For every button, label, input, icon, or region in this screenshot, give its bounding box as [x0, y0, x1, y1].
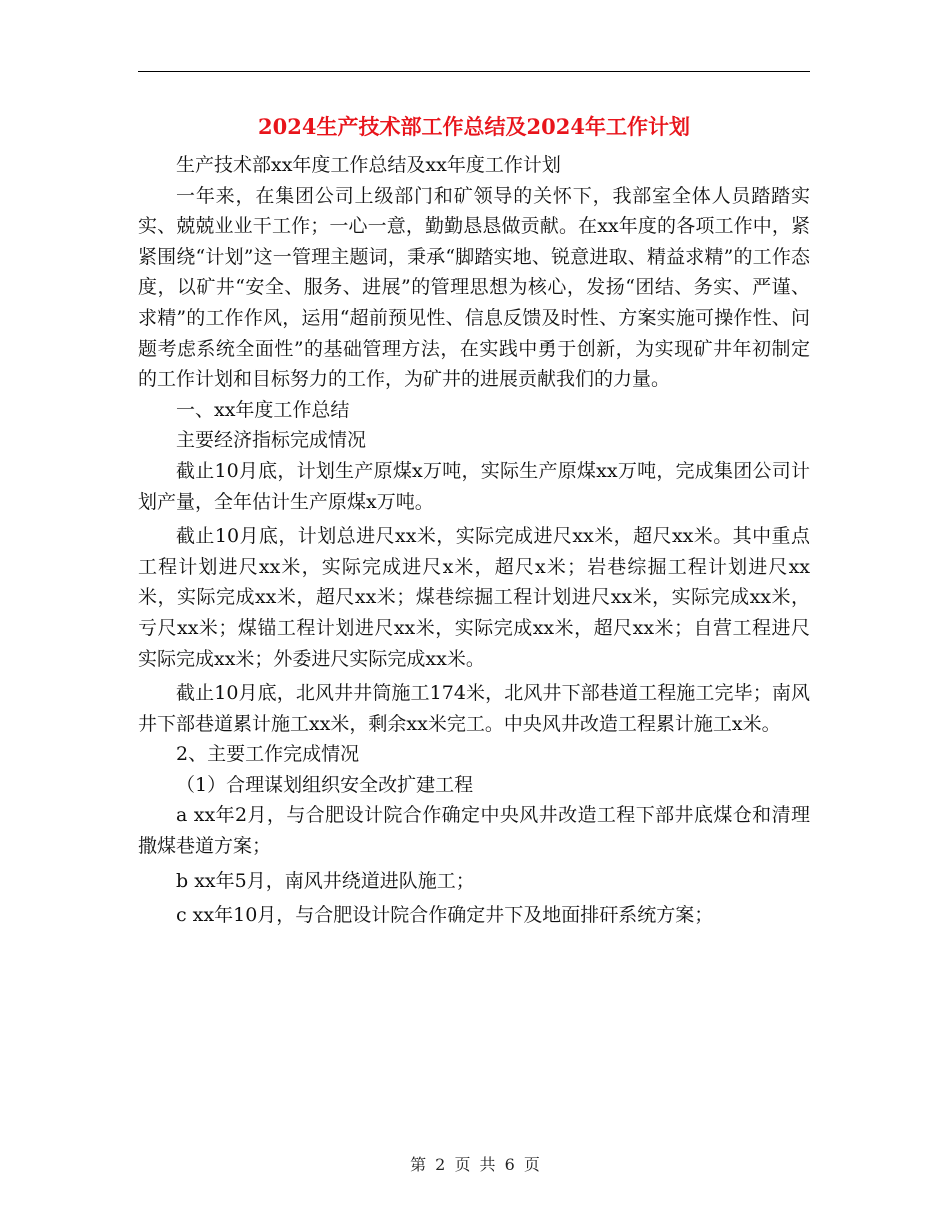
list-item-b: b xx年5月，南风井绕道进队施工； [176, 869, 475, 892]
paragraph-coal-output: 截止10月底，计划生产原煤x万吨，实际生产原煤xx万吨，完成集团公司计划产量，全年估计生产原煤x万吨。 [138, 459, 810, 513]
document-body [138, 150, 810, 931]
heading-annual-summary: 一、xx年度工作总结 [176, 398, 350, 421]
paragraph-footage: 截止10月底，计划总进尺xx米，实际完成进尺xx米，超尺xx米。其中重点工程计划进尺xx米，实际完成进尺x米，超尺x米；岩巷综掘工程计划进尺xx米，实际完成xx米，超尺xx米；煤巷综掘工程计划进尺xx米，实际完成xx米，亏尺xx米；煤锚工程计划进尺xx米，实际完成xx米，超尺xx米；自营工程进尺实际完成xx米；外委进尺实际完成xx米。 [138, 525, 810, 670]
paragraph-shafts: 截止10月底，北风井井筒施工174米，北风井下部巷道工程施工完毕；南风井下部巷道累计施工xx米，剩余xx米完工。中央风井改造工程累计施工x米。 [138, 682, 810, 735]
heading-economic-indicators: 主要经济指标完成情况 [176, 429, 367, 452]
paragraph-intro: 一年来，在集团公司上级部门和矿领导的关怀下，我部室全体人员踏踏实实、兢兢业业干工作；一心一意，勤勤恳恳做贡献。在xx年度的各项工作中，紧紧围绕“计划”这一管理主题词，秉承“脚踏实地、锐意进取、精益求精”的工作态度，以矿井“安全、服务、进展”的管理思想为核心，发扬“团结、务实、严谨、求精”的工作作风，运用“超前预见性、信息反馈及时性、方案实施可操作性、问题考虑系统全面性”的基础管理方法，在实践中勇于创新，为实现矿井年初制定的工作计划和目标努力的工作，为矿井的进展贡献我们的力量。 [138, 184, 810, 391]
heading-expansion-project: （1）合理谋划组织安全改扩建工程 [176, 773, 474, 796]
heading-main-work: 2、主要工作完成情况 [176, 743, 360, 766]
page-number: 第 2 页 共 6 页 [410, 1155, 540, 1174]
list-item-a: a xx年2月，与合肥设计院合作确定中央风井改造工程下部井底煤仓和清理撒煤巷道方案； [138, 804, 810, 858]
header-rule [138, 71, 810, 72]
document-title: 2024生产技术部工作总结及2024年工作计划 [258, 114, 690, 139]
list-item-c: c xx年10月，与合肥设计院合作确定井下及地面排矸系统方案； [176, 904, 714, 927]
paragraph-subtitle: 生产技术部xx年度工作总结及xx年度工作计划 [176, 154, 561, 176]
